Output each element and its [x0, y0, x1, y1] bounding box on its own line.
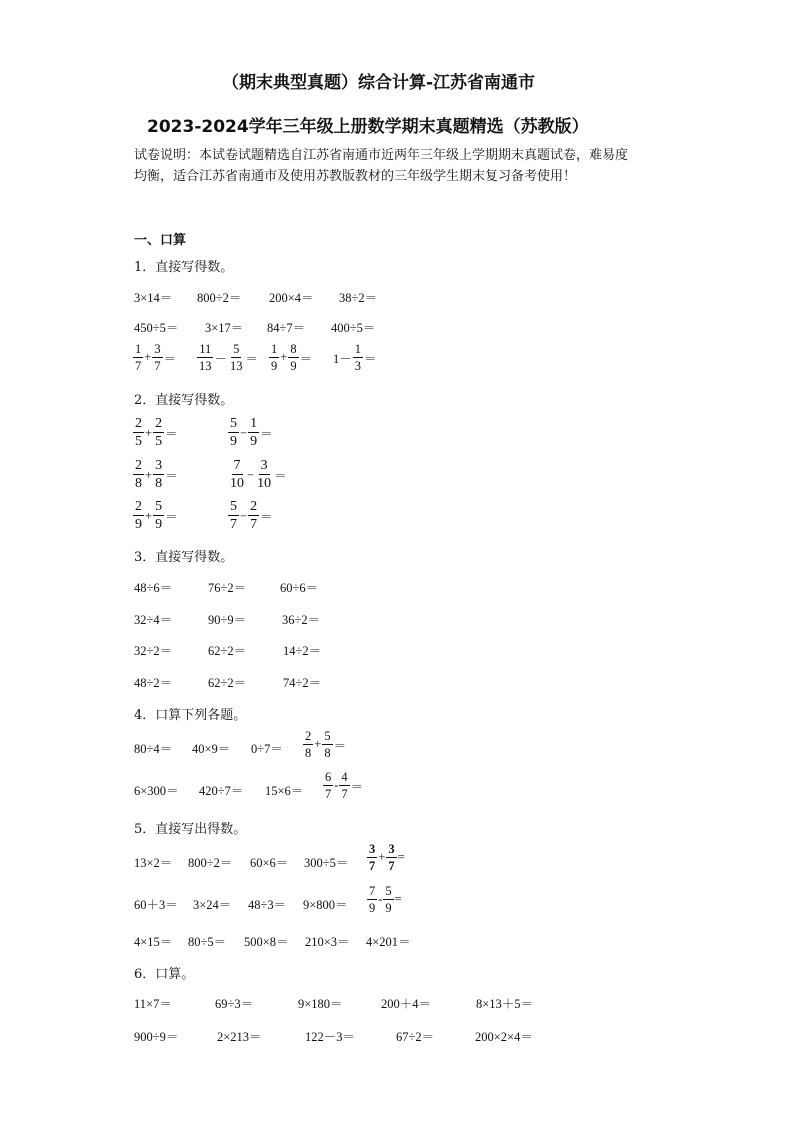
- expression-text: 11×7＝: [134, 997, 172, 1011]
- expression: [205, 318, 243, 336]
- expression: [208, 641, 246, 659]
- expression-text: +: [280, 350, 288, 364]
- expression-text: -: [378, 892, 383, 906]
- expression: [134, 781, 179, 799]
- expression: [298, 994, 343, 1012]
- denominator: 9: [155, 517, 163, 532]
- fraction-expression: [322, 771, 363, 800]
- expression-text: 200＋4＝: [381, 997, 432, 1011]
- section-heading: 一、口算: [134, 233, 187, 248]
- expression-text: ＝: [165, 469, 178, 483]
- numerator: 1: [250, 416, 258, 431]
- question-1-label: 1．直接写得数。: [134, 260, 234, 275]
- fraction: [133, 459, 144, 491]
- expression: [134, 641, 172, 659]
- expression-text: 500×8＝: [244, 935, 289, 949]
- question-5-label: 5．直接写出得数。: [134, 822, 247, 837]
- expression-text: 62÷2＝: [208, 644, 247, 658]
- denominator: 7: [325, 786, 332, 801]
- denominator: 9: [250, 434, 258, 449]
- numerator: 5: [230, 499, 237, 514]
- expression-text: 1－: [333, 351, 352, 366]
- fraction: [153, 459, 164, 491]
- expression-text: 2×213＝: [217, 1030, 262, 1044]
- expression: [134, 318, 178, 336]
- fraction: [133, 417, 144, 449]
- fraction: [228, 343, 245, 372]
- expression: [208, 673, 246, 691]
- numerator: 1: [135, 342, 142, 356]
- fraction: [367, 843, 377, 872]
- expression: [269, 288, 314, 306]
- expression-text: 210×3＝: [305, 935, 350, 949]
- numerator: 2: [155, 416, 163, 431]
- question-2-label: 2．直接写得数。: [134, 393, 234, 408]
- expression: [208, 578, 246, 596]
- denominator: 13: [199, 358, 212, 373]
- expression: [339, 288, 377, 306]
- denominator: 9: [290, 358, 297, 373]
- expression-text: −: [240, 425, 248, 440]
- denominator: 9: [369, 900, 376, 915]
- expression-text: +: [378, 850, 386, 864]
- expression-text: ＝: [364, 351, 377, 366]
- expression-text: ＝: [165, 510, 178, 524]
- fraction: [269, 343, 279, 372]
- expression-text: 67÷2＝: [396, 1030, 435, 1044]
- fraction: [153, 500, 164, 532]
- expression-text: 800÷2＝: [197, 291, 242, 305]
- expression-text: ＝: [299, 351, 313, 366]
- expression-text: ＝: [260, 427, 273, 441]
- denominator: 8: [324, 745, 331, 760]
- fraction-expression: [366, 885, 402, 914]
- page-title-line2: 2023-2024学年三年级上册数学期末真题精选（苏教版）: [147, 117, 589, 137]
- expression: [134, 994, 172, 1012]
- fraction-expression: [333, 343, 377, 372]
- expression-text: 32÷2＝: [134, 644, 173, 658]
- expression: [134, 1027, 178, 1045]
- expression: [381, 994, 431, 1012]
- expression: [283, 641, 321, 659]
- denominator: 7: [135, 358, 142, 373]
- expression-text: －: [214, 351, 228, 366]
- numerator: 6: [325, 770, 332, 784]
- expression-text: 90÷9＝: [208, 613, 247, 627]
- expression-text: 48÷6＝: [134, 581, 173, 595]
- expression-text: 300÷5＝: [304, 856, 349, 870]
- expression: [134, 578, 172, 596]
- fraction: [386, 843, 396, 872]
- expression: [331, 318, 375, 336]
- expression: [134, 853, 172, 871]
- fraction-expression: [302, 730, 346, 759]
- expression-text: 4×15＝: [134, 935, 173, 949]
- expression: [244, 932, 289, 950]
- numerator: 3: [388, 842, 395, 856]
- denominator: 7: [341, 786, 348, 801]
- denominator: 7: [369, 858, 376, 873]
- expression-text: =: [394, 892, 402, 906]
- description-line1: 试卷说明：本试卷试题精选自江苏省南通市近两年三年级上学期期末真题试卷，难易度: [134, 148, 629, 163]
- fraction: [248, 500, 259, 532]
- expression: [282, 610, 320, 628]
- expression-text: 15×6＝: [265, 784, 304, 798]
- expression-text: 36÷2＝: [282, 613, 321, 627]
- denominator: 9: [271, 358, 278, 373]
- numerator: 3: [369, 842, 376, 856]
- numerator: 2: [135, 499, 142, 514]
- fraction: [288, 343, 298, 372]
- numerator: 2: [135, 416, 142, 431]
- fraction: [153, 417, 164, 449]
- expression: [248, 895, 286, 913]
- expression-text: ＝: [350, 779, 364, 794]
- expression-text: ＝: [163, 351, 177, 366]
- expression: [476, 994, 533, 1012]
- expression-text: 32÷4＝: [134, 613, 173, 627]
- expression-text: +: [145, 425, 153, 440]
- fraction-expression: [227, 459, 287, 491]
- expression-text: 69÷3＝: [215, 997, 254, 1011]
- expression-text: ＝: [274, 469, 287, 483]
- numerator: 3: [260, 458, 268, 473]
- fraction: [303, 730, 313, 759]
- denominator: 5: [155, 434, 163, 449]
- denominator: 7: [388, 858, 395, 873]
- expression: [304, 853, 348, 871]
- fraction: [133, 343, 143, 372]
- expression: [134, 739, 172, 757]
- fraction: [322, 730, 332, 759]
- expression: [188, 853, 232, 871]
- denominator: 8: [135, 476, 142, 491]
- expression: [366, 932, 411, 950]
- expression: [134, 932, 172, 950]
- description-line2: 均衡，适合江苏省南通市及使用苏教版教材的三年级学生期末复习备考使用！: [134, 169, 577, 184]
- fraction-expression: [132, 459, 178, 491]
- expression-text: +: [314, 737, 322, 751]
- expression: [250, 853, 288, 871]
- expression-text: 84÷7＝: [267, 321, 306, 335]
- fraction: [197, 343, 214, 372]
- numerator: 2: [305, 729, 312, 743]
- expression: [199, 781, 243, 799]
- fraction-expression: [268, 343, 312, 372]
- expression-text: 900÷9＝: [134, 1030, 179, 1044]
- expression-text: 48÷2＝: [134, 676, 173, 690]
- fraction: [255, 459, 273, 491]
- expression-text: 122－3＝: [305, 1030, 356, 1044]
- expression: [396, 1027, 434, 1045]
- denominator: 10: [257, 476, 272, 491]
- denominator: 10: [230, 476, 244, 491]
- expression: [283, 673, 321, 691]
- denominator: 7: [250, 517, 258, 532]
- expression-text: 80÷4＝: [134, 742, 173, 756]
- numerator: 8: [290, 342, 297, 356]
- expression-text: 60×6＝: [250, 856, 289, 870]
- expression-text: 4×201＝: [366, 935, 411, 949]
- expression-text: ＝: [260, 510, 273, 524]
- expression-text: ＝: [165, 427, 178, 441]
- expression-text: =: [397, 850, 405, 864]
- expression-text: 450÷5＝: [134, 321, 179, 335]
- expression-text: 400÷5＝: [331, 321, 376, 335]
- expression-text: 420÷7＝: [199, 784, 244, 798]
- expression-text: 3×17＝: [205, 321, 244, 335]
- expression: [208, 610, 246, 628]
- expression: [134, 610, 172, 628]
- fraction-expression: [227, 417, 273, 449]
- denominator: 8: [305, 745, 312, 760]
- numerator: 2: [135, 458, 142, 473]
- expression-text: −: [240, 508, 248, 523]
- denominator: 9: [135, 517, 142, 532]
- expression: [251, 739, 283, 757]
- expression: [215, 994, 253, 1012]
- fraction: [248, 417, 259, 449]
- expression-text: 8×13＋5＝: [476, 997, 534, 1011]
- fraction: [228, 417, 239, 449]
- question-6-label: 6．口算。: [134, 967, 195, 982]
- fraction: [133, 500, 144, 532]
- expression: [134, 673, 172, 691]
- numerator: 5: [233, 342, 240, 356]
- expression-text: 9×180＝: [298, 997, 343, 1011]
- denominator: 5: [135, 434, 142, 449]
- fraction: [339, 771, 349, 800]
- expression: [305, 1027, 355, 1045]
- denominator: 13: [230, 358, 243, 373]
- expression: [475, 1027, 533, 1045]
- expression-text: 60＋3＝: [134, 898, 178, 912]
- fraction-expression: [366, 843, 405, 872]
- fraction: [323, 771, 333, 800]
- fraction: [228, 500, 239, 532]
- denominator: 9: [230, 434, 237, 449]
- expression-text: 76÷2＝: [208, 581, 247, 595]
- expression-text: 0÷7＝: [251, 742, 283, 756]
- expression-text: -: [334, 778, 339, 792]
- expression-text: +: [145, 467, 153, 482]
- numerator: 5: [385, 884, 392, 898]
- fraction-expression: [132, 500, 178, 532]
- numerator: 5: [155, 499, 163, 514]
- expression: [192, 739, 230, 757]
- expression-text: 74÷2＝: [283, 676, 322, 690]
- fraction: [367, 885, 377, 914]
- numerator: 4: [341, 770, 348, 784]
- denominator: 7: [154, 358, 161, 373]
- expression-text: ＝: [333, 738, 347, 753]
- expression: [267, 318, 305, 336]
- expression-text: 800÷2＝: [188, 856, 233, 870]
- numerator: 1: [271, 342, 278, 356]
- page-title-line1: （期末典型真题）综合计算-江苏省南通市: [222, 73, 536, 93]
- numerator: 2: [250, 499, 258, 514]
- numerator: 1: [354, 342, 362, 356]
- expression: [303, 895, 348, 913]
- expression-text: 9×800＝: [303, 898, 348, 912]
- denominator: 8: [155, 476, 163, 491]
- expression-text: 40×9＝: [192, 742, 231, 756]
- fraction-expression: [227, 500, 273, 532]
- expression-text: 38÷2＝: [339, 291, 378, 305]
- numerator: 3: [154, 342, 161, 356]
- question-3-label: 3．直接写得数。: [134, 550, 234, 565]
- fraction: [228, 459, 246, 491]
- expression-text: 14÷2＝: [283, 644, 322, 658]
- fraction-expression: [196, 343, 258, 372]
- expression-text: 3×24＝: [193, 898, 232, 912]
- expression: [193, 895, 231, 913]
- denominator: 3: [354, 358, 362, 373]
- expression-text: 6×300＝: [134, 784, 179, 798]
- denominator: 9: [385, 900, 392, 915]
- expression-text: 200×2×4＝: [475, 1030, 533, 1044]
- expression-text: −: [247, 467, 255, 482]
- numerator: 5: [324, 729, 331, 743]
- expression: [280, 578, 318, 596]
- expression: [134, 288, 172, 306]
- expression-text: 3×14＝: [134, 291, 173, 305]
- fraction-expression: [132, 343, 176, 372]
- expression: [197, 288, 241, 306]
- expression: [188, 932, 226, 950]
- expression-text: 13×2＝: [134, 856, 173, 870]
- expression-text: 200×4＝: [269, 291, 314, 305]
- expression-text: 60÷6＝: [280, 581, 319, 595]
- expression: [305, 932, 350, 950]
- numerator: 5: [230, 416, 237, 431]
- question-4-label: 4．口算下列各题。: [134, 708, 247, 723]
- expression-text: 48÷3＝: [248, 898, 287, 912]
- expression-text: +: [144, 350, 152, 364]
- numerator: 11: [199, 342, 212, 356]
- expression-text: 80÷5＝: [188, 935, 227, 949]
- expression-text: +: [145, 508, 153, 523]
- expression-text: ＝: [245, 351, 259, 366]
- fraction: [152, 343, 162, 372]
- fraction-expression: [132, 417, 178, 449]
- numerator: 3: [155, 458, 163, 473]
- expression: [265, 781, 303, 799]
- denominator: 7: [230, 517, 237, 532]
- expression: [134, 895, 178, 913]
- fraction: [353, 343, 363, 372]
- expression: [217, 1027, 262, 1045]
- expression-text: 62÷2＝: [208, 676, 247, 690]
- fraction: [383, 885, 393, 914]
- numerator: 7: [369, 884, 376, 898]
- numerator: 7: [233, 458, 241, 473]
